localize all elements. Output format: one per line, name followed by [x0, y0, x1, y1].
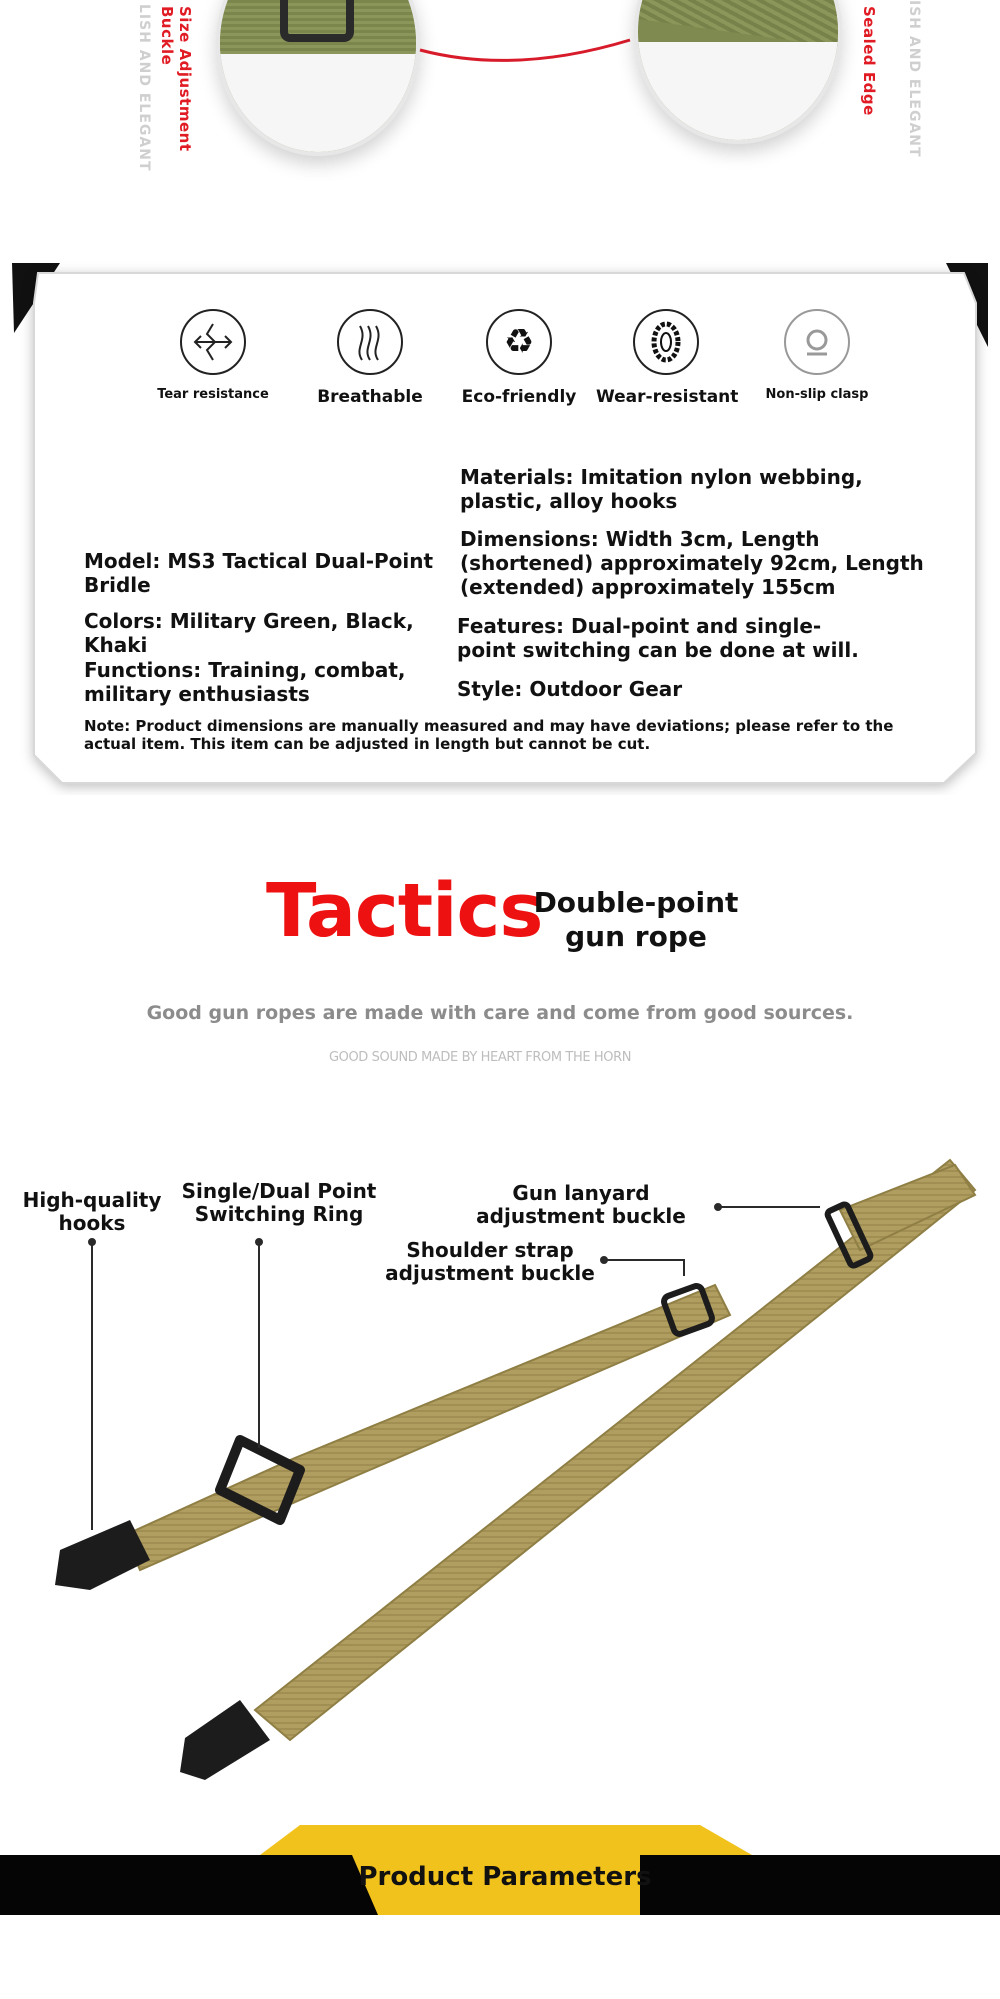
- feature-label: Non-slip clasp: [765, 387, 869, 402]
- hero-tagline: Good gun ropes are made with care and come from good sources.: [146, 1002, 854, 1024]
- callout-hooks: High-quality hooks: [22, 1188, 162, 1235]
- faded-slogan-left: LISH AND ELEGANT: [136, 4, 152, 172]
- feature-label: Eco-friendly: [461, 387, 577, 407]
- callout-switching-ring: Single/Dual Point Switching Ring: [181, 1179, 377, 1226]
- feature-non-slip-clasp: [747, 309, 887, 402]
- feature-eco-friendly: [449, 309, 589, 407]
- sealed-edge-label: Sealed Edge: [860, 6, 878, 116]
- size-adjustment-label: Size Adjustment Buckle: [158, 6, 194, 152]
- spec-features: Features: Dual-point and single-point switching can be done at will.: [457, 614, 859, 662]
- hero-title: Tactics: [266, 868, 543, 954]
- feature-label: Wear-resistant: [596, 387, 739, 407]
- spec-materials: Materials: Imitation nylon webbing, plastic, alloy hooks: [460, 465, 863, 513]
- feature-breathable: [300, 309, 440, 407]
- recycle-icon: ♻: [486, 309, 552, 375]
- spec-dimensions: Dimensions: Width 3cm, Length (shortened) approximately 92cm, Length (extended) approximately 155cm: [460, 527, 924, 599]
- product-parameters-title: Product Parameters: [358, 1862, 652, 1892]
- connector-arc: [415, 30, 635, 70]
- clasp-icon: [784, 309, 850, 375]
- spec-note: Note: Product dimensions are manually measured and may have deviations; please refer to the actual item. This item can be adjusted in length but cannot be cut.: [84, 717, 894, 753]
- feature-label: Tear resistance: [157, 387, 269, 402]
- callout-shoulder-buckle: Shoulder strap adjustment buckle: [385, 1238, 595, 1285]
- feature-tear-resistance: [143, 309, 283, 402]
- top-detail-section: [0, 0, 1000, 200]
- spec-colors: Colors: Military Green, Black, Khaki: [84, 609, 414, 657]
- breathable-icon: [337, 309, 403, 375]
- sealed-edge-detail-image: [634, 0, 842, 144]
- callout-lanyard-buckle: Gun lanyard adjustment buckle: [476, 1181, 686, 1228]
- adjustment-buckle-shape: [280, 0, 354, 42]
- hero-subtitle: Double-point gun rope: [533, 886, 739, 953]
- spec-style: Style: Outdoor Gear: [457, 677, 683, 701]
- tire-icon: [633, 309, 699, 375]
- hero-tagline-small: GOOD SOUND MADE BY HEART FROM THE HORN: [328, 1050, 632, 1065]
- faded-slogan-right: ISH AND ELEGANT: [906, 0, 922, 158]
- buckle-detail-image: [216, 0, 420, 156]
- spec-functions: Functions: Training, combat, military enthusiasts: [84, 658, 406, 706]
- feature-label: Breathable: [317, 387, 423, 407]
- feature-wear-resistant: [596, 309, 739, 407]
- spec-model: Model: MS3 Tactical Dual-Point Bridle: [84, 549, 434, 597]
- tear-resistance-icon: [180, 309, 246, 375]
